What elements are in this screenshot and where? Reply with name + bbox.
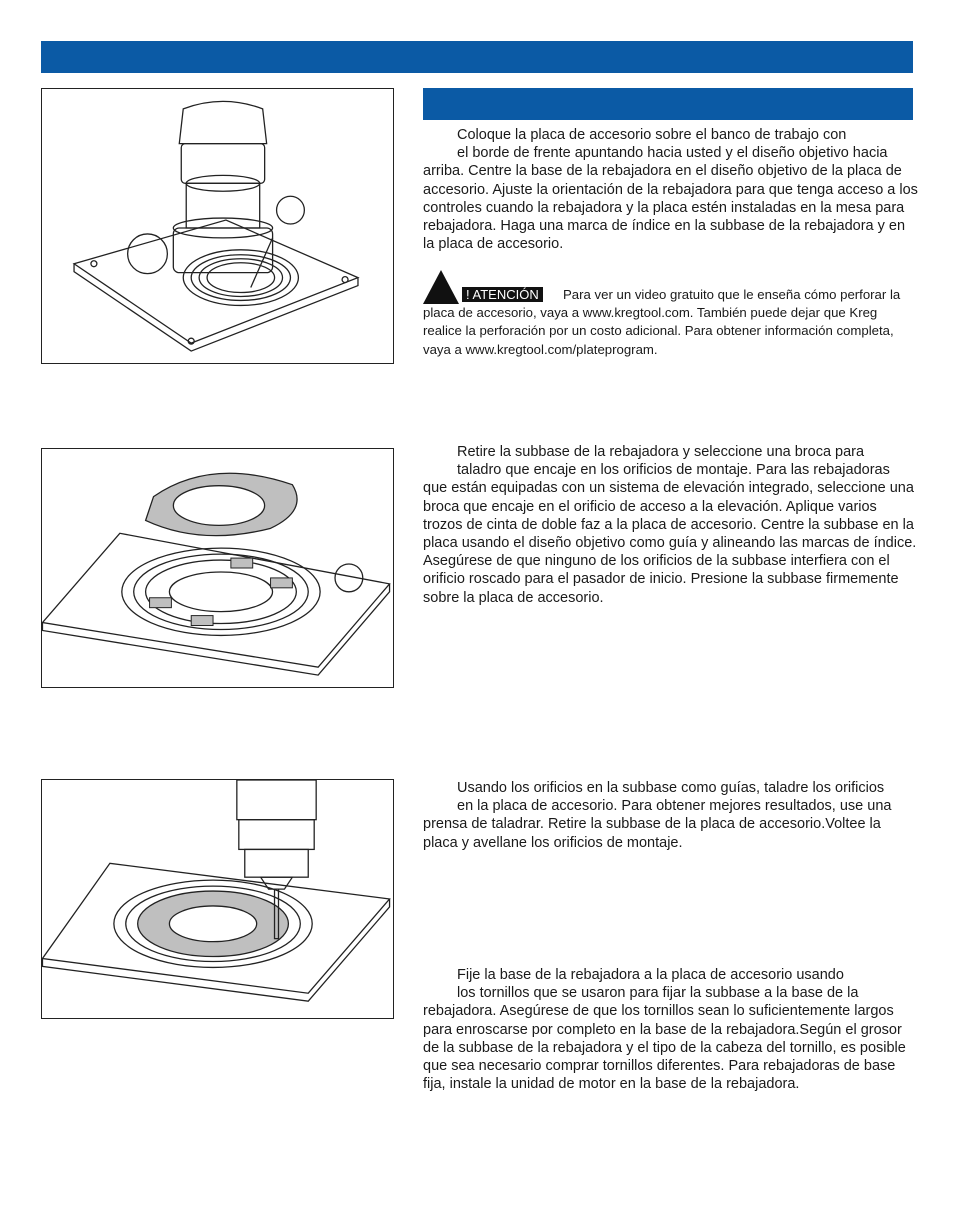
router-illustration — [42, 89, 393, 363]
figure-router-on-plate — [41, 88, 394, 364]
step-3-line2: en la placa de accesorio. Para obtener mejores resultados, use una — [457, 798, 892, 815]
step-1-line1: Coloque la placa de accesorio sobre el banco de trabajo con — [457, 127, 847, 143]
step-4-line1: Fije la base de la rebajadora a la placa de accesorio usando — [457, 967, 844, 983]
step-1-line2: el borde de frente apuntando hacia usted y el diseño objetivo hacia — [457, 145, 888, 162]
step-2-line1: Retire la subbase de la rebajadora y seleccione una broca para — [457, 444, 865, 460]
warning-text: Para ver un video gratuito que le enseña cómo perforar la placa de accesorio, vaya a www.kregtool.com. También puede dejar que Kreg realice la perforación por un costo adicional. Para obtener información completa, vaya a www.kregtool.com/plateprogram. — [423, 287, 901, 357]
step-2-text — [423, 443, 918, 607]
step-3-rest: prensa de taladrar. Retire la subbase de la placa de accesorio.Voltee la placa y avellane los orificios de montaje. — [423, 816, 881, 851]
subbase-illustration — [42, 449, 393, 687]
step-2-rest: que están equipadas con un sistema de elevación integrado, seleccione una broca que encaje en el orificio de acceso a la elevación. Aplique varios trozos de cinta de doble faz a la placa de accesorio. Centre la subbase en la placa usando el diseño objetivo como guía y alineando las marcas de índice. Asegúrese de que ninguno de los orificios de la subbase interfiera con el orificio roscado para el pasador de inicio. Presione la subbase firmemente sobre la placa de accesorio. — [423, 480, 917, 606]
step-3-text — [423, 779, 918, 852]
drill-illustration — [42, 780, 393, 1018]
step-4-rest: rebajadora. Asegúrese de que los tornillos sean lo suficientemente largos para enroscarse por completo en la base de la rebajadora.Según el grosor de la subbase de la rebajadora y el tipo de la cabeza del tornillo, es posible que sea necesario comprar tornillos diferentes. Para rebajadoras de base fija, instale la unidad de motor en la base de la rebajadora. — [423, 1003, 906, 1093]
figure-subbase-on-plate — [41, 448, 394, 688]
section-bar — [423, 88, 913, 120]
warning-label: ! ATENCIÓN — [462, 287, 543, 302]
step-1-text — [423, 126, 918, 253]
step-4-line2: los tornillos que se usaron para fijar la subbase a la base de la — [457, 985, 859, 1002]
step-3-line1: Usando los orificios en la subbase como guías, taladre los orificios — [457, 780, 885, 796]
header-bar — [41, 41, 913, 73]
step-2-line2: taladro que encaje en los orificios de montaje. Para las rebajadoras — [457, 462, 890, 479]
step-1-rest: arriba. Centre la base de la rebajadora en el diseño objetivo de la placa de accesorio. Ajuste la orientación de la rebajadora para que tenga acceso a los controles cuando la rebajadora y la placa estén instaladas en la mesa para rebajadora. Haga una marca de índice en la subbase de la rebajadora y en la placa de accesorio. — [423, 163, 918, 253]
figure-drilling — [41, 779, 394, 1019]
step-4-text — [423, 966, 918, 1093]
